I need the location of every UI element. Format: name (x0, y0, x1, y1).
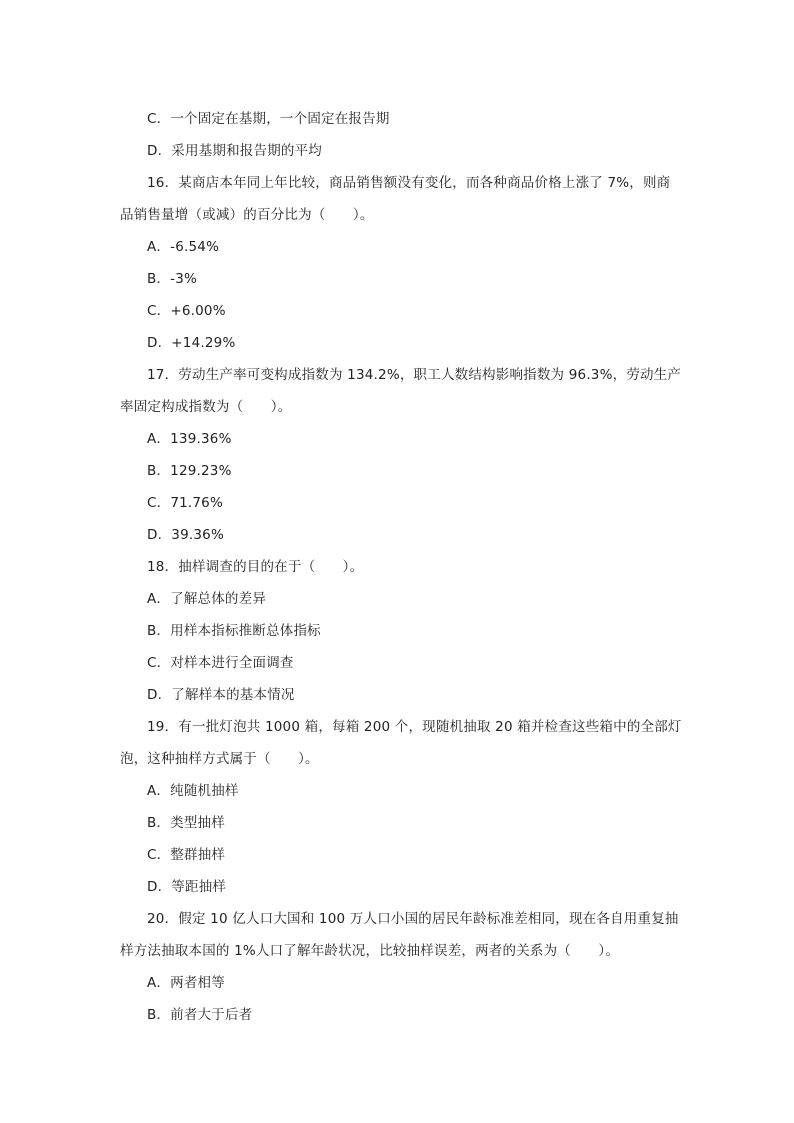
q19-text-line-1: 19．有一批灯泡共 1000 箱，每箱 200 个，现随机抽取 20 箱并检查这些箱中的全部灯 (147, 719, 682, 735)
q18-option-a: A．了解总体的差异 (147, 591, 267, 607)
q15-option-d: D．采用基期和报告期的平均 (147, 143, 322, 159)
q19-option-d: D．等距抽样 (147, 879, 227, 895)
q17-option-d: D．39.36% (147, 527, 224, 543)
q16-option-d: D．+14.29% (147, 335, 236, 351)
q16-text-line-1: 16．某商店本年同上年比较，商品销售额没有变化，而各种商品价格上涨了 7%，则商 (147, 175, 671, 191)
q15-option-c: C．一个固定在基期，一个固定在报告期 (147, 111, 390, 127)
q19-option-a: A．纯随机抽样 (147, 783, 239, 799)
q19-option-b: B．类型抽样 (147, 815, 225, 831)
q20-text-line-2: 样方法抽取本国的 1%人口了解年龄状况，比较抽样误差，两者的关系为（ ）。 (120, 943, 620, 959)
q19-option-c: C．整群抽样 (147, 847, 226, 863)
q16-option-b: B．-3% (147, 271, 198, 287)
q16-option-c: C．+6.00% (147, 303, 226, 319)
q16-text-line-2: 品销售量增（或减）的百分比为（ ）。 (120, 207, 374, 223)
q18-option-d: D．了解样本的基本情况 (147, 687, 295, 703)
q18-text: 18．抽样调查的目的在于（ ）。 (147, 559, 364, 575)
q17-option-a: A．139.36% (147, 431, 232, 447)
q18-option-c: C．对样本进行全面调查 (147, 655, 294, 671)
q20-option-b: B．前者大于后者 (147, 1007, 253, 1023)
q20-text-line-1: 20．假定 10 亿人口大国和 100 万人口小国的居民年龄标准差相同，现在各自用重复抽 (147, 911, 679, 927)
q19-text-line-2: 泡，这种抽样方式属于（ ）。 (120, 751, 319, 767)
q18-option-b: B．用样本指标推断总体指标 (147, 623, 321, 639)
q17-option-c: C．71.76% (147, 495, 224, 511)
q17-text-line-1: 17．劳动生产率可变构成指数为 134.2%，职工人数结构影响指数为 96.3%，劳动生产 (147, 367, 682, 383)
q16-option-a: A．-6.54% (147, 239, 220, 255)
q20-option-a: A．两者相等 (147, 975, 225, 991)
q17-text-line-2: 率固定构成指数为（ ）。 (120, 399, 292, 415)
q17-option-b: B．129.23% (147, 463, 232, 479)
